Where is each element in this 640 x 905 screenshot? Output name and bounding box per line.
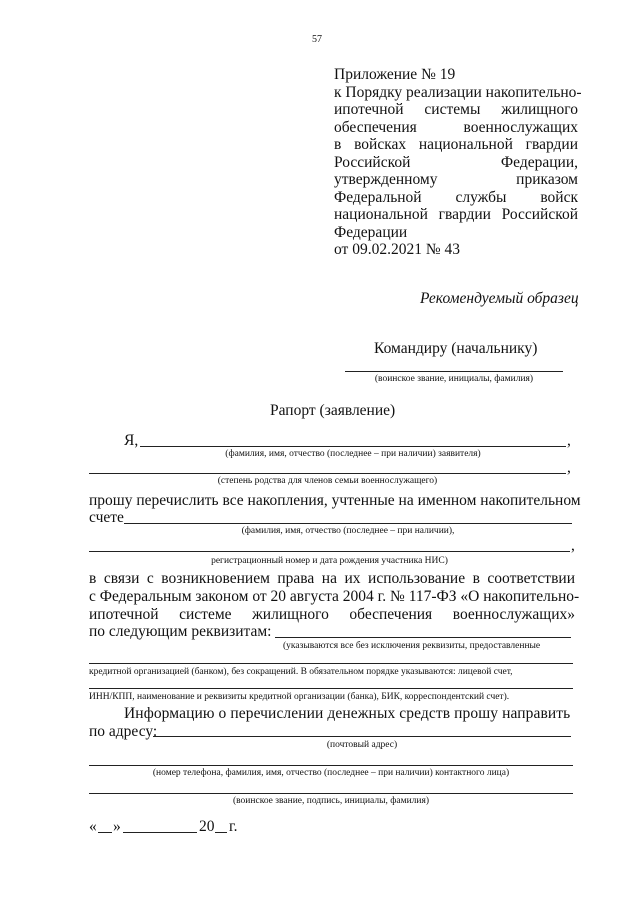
contact-line[interactable] [89,765,573,766]
date-day-line[interactable] [98,832,112,833]
request-line-account: счете [89,509,124,526]
address-label: по адресу: [89,723,158,740]
kinship-caption: (степень родства для членов семьи военнослужащего) [217,476,438,486]
appendix-line-last: Федерации [334,224,408,241]
details-line-2[interactable] [89,663,573,664]
participant-fio-caption: (фамилия, имя, отчество (последнее – при наличии), [241,526,455,536]
appendix-line: Федеральной службы войск [334,189,578,206]
appendix-line: утвержденному приказом [334,171,578,188]
date-year-line[interactable] [215,832,227,833]
details-label: по следующим реквизитам: [89,623,272,640]
appendix-line: национальной гвардии Российской [334,206,578,223]
details-line-3[interactable] [89,688,573,689]
kinship-line[interactable] [89,473,566,474]
addressee-caption: (воинское звание, инициалы, фамилия) [374,374,534,384]
doc-title: Рапорт (заявление) [270,402,396,419]
date-year-prefix: 20 [199,818,215,835]
body-line: в связи с возникновением права на их использование в соответствии [89,570,575,587]
registration-caption: регистрационный номер и дата рождения участника НИС) [211,556,448,566]
details-caption-1: (указываются все без исключения реквизиты, предоставленные [283,641,541,651]
appendix-title: Приложение № 19 [334,66,456,83]
details-caption-2: кредитной организацией (банком), без сокращений. В обязательном порядке указываются: лицевой счет, [89,667,513,677]
appendix-line: ипотечной системы жилищного [334,101,578,118]
date-year-suffix: г. [229,818,238,835]
address-caption: (почтовый адрес) [326,740,398,750]
applicant-fio-caption: (фамилия, имя, отчество (последнее – при наличии) заявителя) [225,449,481,459]
appendix-line: к Порядку реализации накопительно- [334,84,582,101]
info-line: Информацию о перечислении денежных средств прошу направить [124,705,571,722]
appendix-line: обеспечения военнослужащих [334,119,578,136]
appendix-date: от 09.02.2021 № 43 [334,241,460,258]
ya-label: Я, [124,432,139,449]
comma: , [571,537,575,554]
page-number: 57 [312,34,322,45]
signature-line[interactable] [89,793,573,794]
comma: , [567,432,571,449]
request-line: прошу перечислить все накопления, учтенные на именном накопительном [89,492,581,509]
body-line: ипотечной системе жилищного обеспечения военнослужащих» [89,606,575,623]
registration-line[interactable] [89,551,570,552]
participant-fio-line[interactable] [124,523,572,524]
date-close-quote: » [113,818,121,835]
sample-label: Рекомендуемый образец [420,290,579,307]
body-line: с Федеральным законом от 20 августа 2004 г. № 117-ФЗ «О накопительно- [89,588,580,605]
address-line[interactable] [153,736,571,737]
details-line[interactable] [275,637,571,638]
appendix-line: в войсках национальной гвардии [334,136,578,153]
addressee-text: Командиру (начальнику) [374,340,538,357]
date-month-line[interactable] [123,832,197,833]
date-open-quote: « [89,818,97,835]
details-caption-3: ИНН/КПП, наименование и реквизиты кредитной организации (банка), БИК, корреспондентский счет). [89,692,510,702]
contact-caption: (номер телефона, фамилия, имя, отчество (последнее – при наличии) контактного лица) [152,768,510,778]
addressee-line[interactable] [345,371,563,372]
applicant-fio-line[interactable] [140,446,566,447]
appendix-line: Российской Федерации, [334,154,578,171]
comma: , [567,459,571,476]
signature-caption: (воинское звание, подпись, инициалы, фамилия) [232,796,430,806]
